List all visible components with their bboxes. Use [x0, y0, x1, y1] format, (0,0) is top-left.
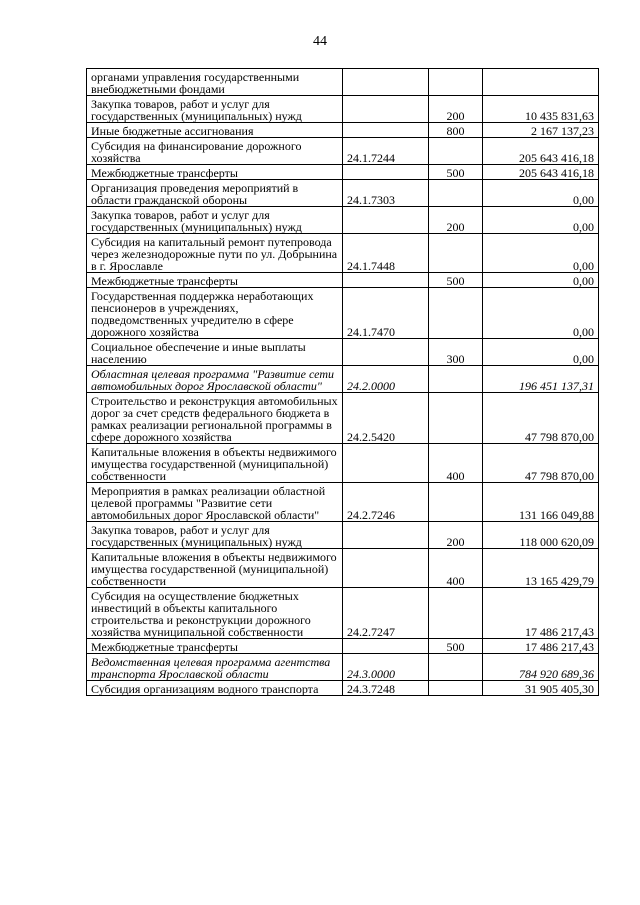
row-type-cell [429, 180, 483, 207]
row-code-cell: 24.1.7470 [343, 288, 429, 339]
row-name-cell: Строительство и реконструкция автомобильных дорог за счет средств федерального бюджета в рамках реализации региональной программы в сфере дорожного хозяйства [87, 393, 343, 444]
table-row [87, 138, 599, 165]
table-row [87, 339, 599, 366]
budget-table [86, 68, 599, 696]
row-name-cell: Закупка товаров, работ и услуг для государственных (муниципальных) нужд [87, 522, 343, 549]
row-code-cell: 24.1.7448 [343, 234, 429, 273]
row-type-cell: 200 [429, 207, 483, 234]
row-type-cell: 400 [429, 444, 483, 483]
row-name-cell: Субсидия на капитальный ремонт путепровода через железнодорожные пути по ул. Добрынина в г. Ярославле [87, 234, 343, 273]
row-type-cell [429, 138, 483, 165]
row-code-cell [343, 273, 429, 288]
row-sum-cell [483, 69, 599, 96]
row-code-cell [343, 69, 429, 96]
row-sum-cell: 784 920 689,36 [483, 654, 599, 681]
row-name-cell: Межбюджетные трансферты [87, 639, 343, 654]
row-type-cell: 200 [429, 96, 483, 123]
row-name-cell: Субсидия на финансирование дорожного хозяйства [87, 138, 343, 165]
table-row [87, 522, 599, 549]
row-code-cell: 24.3.0000 [343, 654, 429, 681]
row-code-cell: 24.1.7303 [343, 180, 429, 207]
table-row [87, 123, 599, 138]
row-name-cell: Ведомственная целевая программа агентства транспорта Ярославской области [87, 654, 343, 681]
table-row [87, 273, 599, 288]
row-code-cell [343, 339, 429, 366]
row-name-cell: Закупка товаров, работ и услуг для государственных (муниципальных) нужд [87, 207, 343, 234]
row-sum-cell: 17 486 217,43 [483, 639, 599, 654]
row-code-cell: 24.2.7247 [343, 588, 429, 639]
row-name-cell: Иные бюджетные ассигнования [87, 123, 343, 138]
row-name-cell: Организация проведения мероприятий в области гражданской обороны [87, 180, 343, 207]
row-type-cell [429, 588, 483, 639]
row-sum-cell: 47 798 870,00 [483, 444, 599, 483]
row-type-cell: 200 [429, 522, 483, 549]
row-sum-cell: 118 000 620,09 [483, 522, 599, 549]
page-number: 44 [313, 34, 327, 49]
table-row [87, 393, 599, 444]
row-name-cell: органами управления государственными внебюджетными фондами [87, 69, 343, 96]
row-code-cell [343, 207, 429, 234]
row-code-cell [343, 639, 429, 654]
row-code-cell: 24.2.7246 [343, 483, 429, 522]
table-row [87, 180, 599, 207]
table-row [87, 681, 599, 696]
row-name-cell: Государственная поддержка неработающих пенсионеров в учреждениях, подведомственных учредителю в сфере дорожного хозяйства [87, 288, 343, 339]
table-row [87, 654, 599, 681]
row-type-cell: 500 [429, 165, 483, 180]
table-row [87, 69, 599, 96]
row-name-cell: Областная целевая программа "Развитие сети автомобильных дорог Ярославской области" [87, 366, 343, 393]
table-row [87, 444, 599, 483]
row-code-cell [343, 444, 429, 483]
row-sum-cell: 196 451 137,31 [483, 366, 599, 393]
row-type-cell: 500 [429, 639, 483, 654]
row-sum-cell: 0,00 [483, 207, 599, 234]
row-type-cell: 300 [429, 339, 483, 366]
row-name-cell: Межбюджетные трансферты [87, 165, 343, 180]
row-sum-cell: 0,00 [483, 339, 599, 366]
row-name-cell: Закупка товаров, работ и услуг для государственных (муниципальных) нужд [87, 96, 343, 123]
row-sum-cell: 17 486 217,43 [483, 588, 599, 639]
table-row [87, 96, 599, 123]
row-code-cell [343, 549, 429, 588]
row-name-cell: Субсидия на осуществление бюджетных инвестиций в объекты капитального строительства и реконструкции дорожного хозяйства муниципальной собственности [87, 588, 343, 639]
row-type-cell [429, 288, 483, 339]
table-row [87, 288, 599, 339]
row-code-cell [343, 165, 429, 180]
table-row [87, 366, 599, 393]
row-name-cell: Капитальные вложения в объекты недвижимого имущества государственной (муниципальной) собственности [87, 444, 343, 483]
row-sum-cell: 13 165 429,79 [483, 549, 599, 588]
row-sum-cell: 47 798 870,00 [483, 393, 599, 444]
row-sum-cell: 0,00 [483, 234, 599, 273]
row-code-cell [343, 123, 429, 138]
row-sum-cell: 2 167 137,23 [483, 123, 599, 138]
row-code-cell: 24.2.0000 [343, 366, 429, 393]
row-sum-cell: 131 166 049,88 [483, 483, 599, 522]
table-row [87, 165, 599, 180]
row-name-cell: Капитальные вложения в объекты недвижимого имущества государственной (муниципальной) собственности [87, 549, 343, 588]
row-sum-cell: 10 435 831,63 [483, 96, 599, 123]
row-code-cell [343, 96, 429, 123]
row-sum-cell: 205 643 416,18 [483, 165, 599, 180]
table-row [87, 234, 599, 273]
row-name-cell: Межбюджетные трансферты [87, 273, 343, 288]
row-type-cell [429, 393, 483, 444]
row-type-cell [429, 654, 483, 681]
row-sum-cell: 205 643 416,18 [483, 138, 599, 165]
row-name-cell: Социальное обеспечение и иные выплаты населению [87, 339, 343, 366]
table-row [87, 207, 599, 234]
row-type-cell: 400 [429, 549, 483, 588]
table-row [87, 639, 599, 654]
row-type-cell [429, 366, 483, 393]
row-type-cell [429, 681, 483, 696]
row-sum-cell: 0,00 [483, 273, 599, 288]
row-code-cell: 24.2.5420 [343, 393, 429, 444]
row-name-cell: Мероприятия в рамках реализации областной целевой программы "Развитие сети автомобильных дорог Ярославской области" [87, 483, 343, 522]
row-code-cell [343, 522, 429, 549]
row-code-cell: 24.1.7244 [343, 138, 429, 165]
row-type-cell: 500 [429, 273, 483, 288]
table-row [87, 483, 599, 522]
row-sum-cell: 0,00 [483, 288, 599, 339]
row-type-cell [429, 69, 483, 96]
row-type-cell [429, 234, 483, 273]
row-sum-cell: 0,00 [483, 180, 599, 207]
row-sum-cell: 31 905 405,30 [483, 681, 599, 696]
row-code-cell: 24.3.7248 [343, 681, 429, 696]
row-name-cell: Субсидия организациям водного транспорта [87, 681, 343, 696]
row-type-cell [429, 483, 483, 522]
row-type-cell: 800 [429, 123, 483, 138]
table-row [87, 549, 599, 588]
table-row [87, 588, 599, 639]
